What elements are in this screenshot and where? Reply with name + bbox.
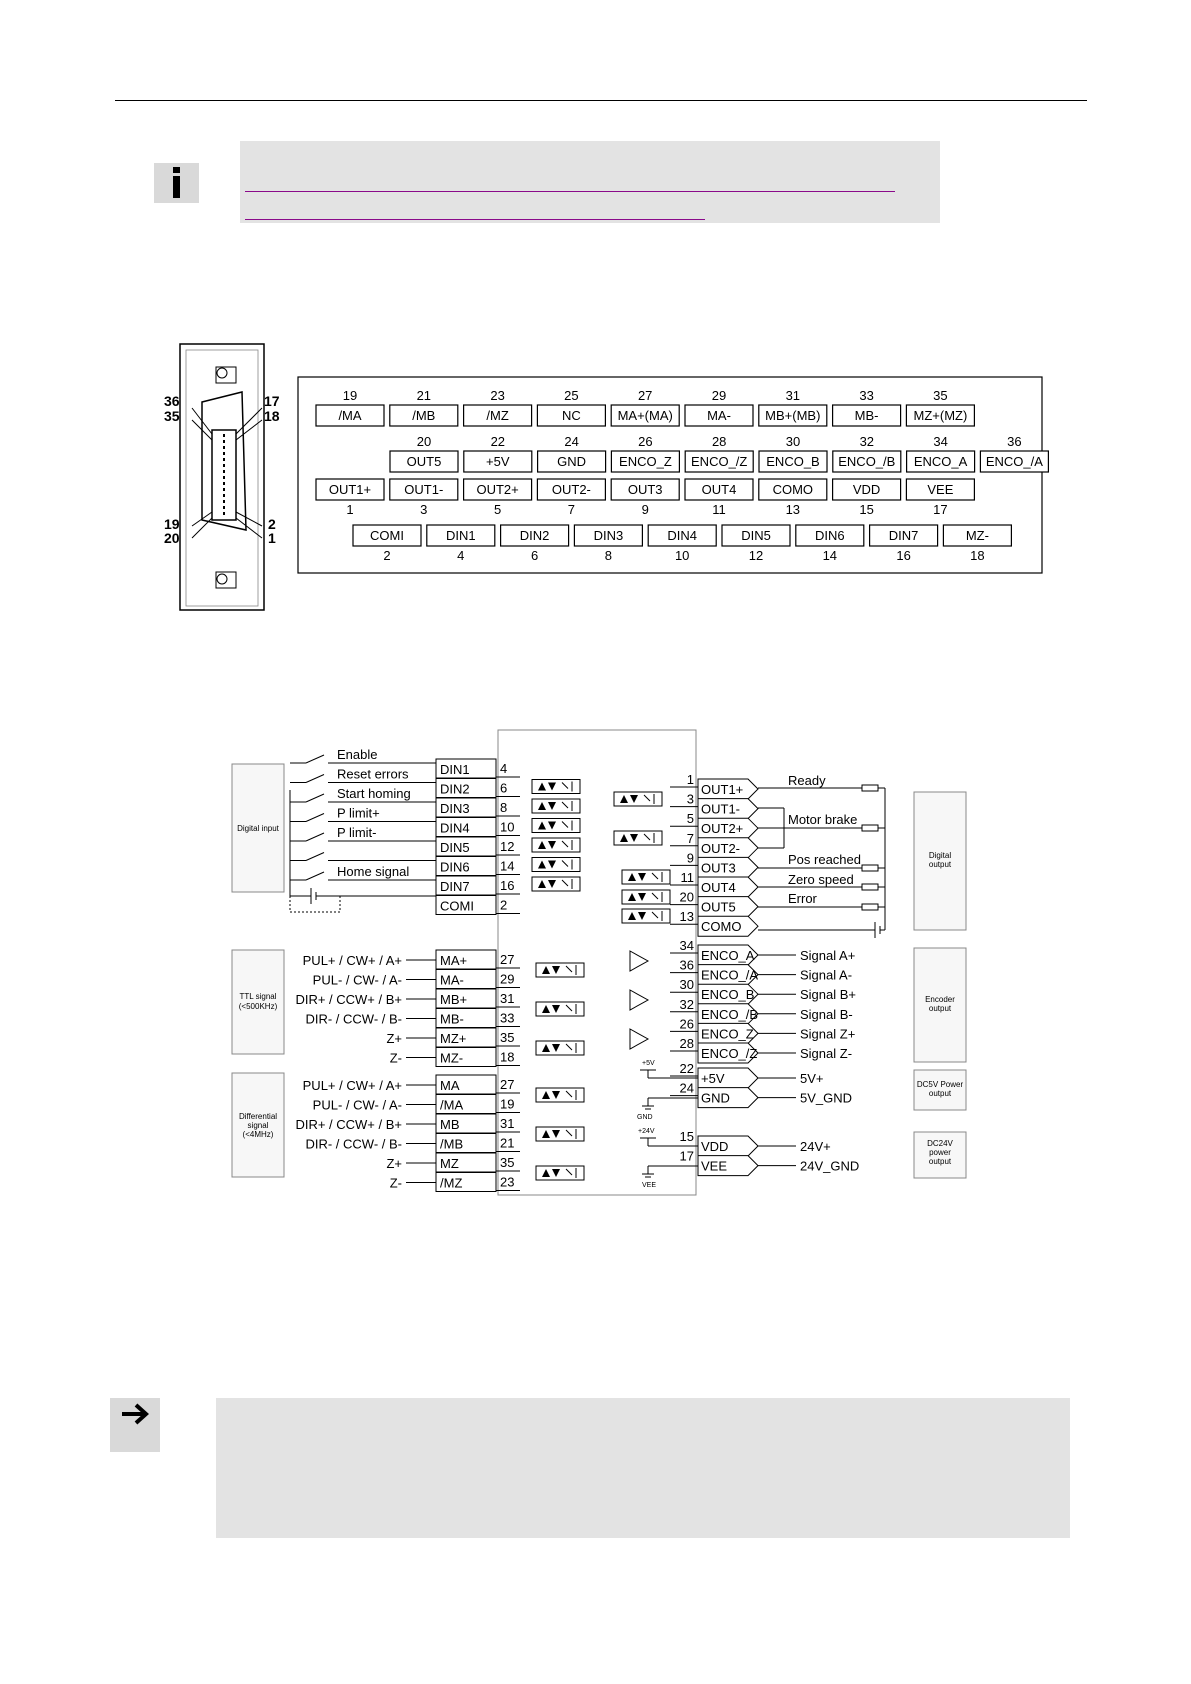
input-signal-label: PUL- / CW- / A- xyxy=(312,1097,402,1113)
terminal-pin: 23 xyxy=(500,1174,515,1190)
terminal-pin: 2 xyxy=(500,897,508,913)
output-signal-label: Signal B+ xyxy=(800,987,857,1003)
input-signal-label: PUL+ / CW+ / A+ xyxy=(302,953,402,968)
terminal-label: DIN5 xyxy=(440,840,470,855)
terminal-pin: 3 xyxy=(686,791,694,807)
group-label: Differential xyxy=(238,1112,278,1121)
terminal-label: OUT4 xyxy=(701,880,736,895)
terminal-label: ENCO_/B xyxy=(701,1006,759,1022)
pin-label: DIN1 xyxy=(445,528,476,543)
terminal-label: +5V xyxy=(701,1071,725,1086)
pin-number: 4 xyxy=(457,548,465,563)
connector-side-num: 18 xyxy=(264,408,280,424)
pin-number: 14 xyxy=(822,548,838,563)
pin-label: +5V xyxy=(486,454,510,469)
terminal-pin: 36 xyxy=(679,957,694,973)
optocoupler xyxy=(622,890,670,904)
group-label: TTL signal xyxy=(239,992,277,1001)
pin-label: GND xyxy=(557,454,587,469)
terminal-pin: 1 xyxy=(686,772,694,787)
terminal-pin: 10 xyxy=(500,819,515,835)
output-signal-label: Error xyxy=(788,891,817,906)
pin-label: VEE xyxy=(927,482,954,497)
input-signal-label: Start homing xyxy=(337,786,411,801)
output-signal-label: Signal A- xyxy=(800,967,853,983)
terminal-pin: 6 xyxy=(500,780,508,796)
connector-side-num: 35 xyxy=(164,408,180,424)
pin-number: 22 xyxy=(490,434,506,449)
terminal-pin: 21 xyxy=(500,1135,515,1151)
optocoupler xyxy=(536,1041,584,1055)
pin-label: COMI xyxy=(370,528,404,543)
group-label: (<4MHz) xyxy=(242,1130,274,1139)
terminal-label: OUT2- xyxy=(701,840,740,856)
terminal-pin: 17 xyxy=(679,1148,694,1164)
group-label: output xyxy=(928,1157,952,1166)
optocoupler xyxy=(536,1088,584,1102)
terminal-pin: 24 xyxy=(679,1080,694,1096)
pin-label: ENCO_/A xyxy=(985,454,1043,469)
pin-number: 20 xyxy=(416,434,432,449)
terminal-pin: 27 xyxy=(500,952,515,967)
output-signal-label: 5V_GND xyxy=(800,1090,853,1106)
terminal-pin: 11 xyxy=(680,870,694,885)
pin-number: 26 xyxy=(638,434,653,449)
optocoupler xyxy=(532,819,580,833)
input-signal-label: Z- xyxy=(389,1175,402,1191)
terminal-label: MA- xyxy=(440,972,464,988)
input-signal-label: Home signal xyxy=(337,864,410,879)
pin-number: 3 xyxy=(420,502,428,517)
terminal-pin: 35 xyxy=(500,1030,515,1045)
terminal-label: OUT1+ xyxy=(701,782,744,797)
pin-number: 29 xyxy=(711,388,727,403)
pin-number: 28 xyxy=(711,434,727,449)
pin-label: MZ+(MZ) xyxy=(913,408,968,423)
terminal-label: VDD xyxy=(701,1139,729,1154)
pin-label: OUT4 xyxy=(701,482,737,497)
group-label: power xyxy=(929,1148,951,1157)
pin-number: 34 xyxy=(933,434,948,449)
pin-number: 21 xyxy=(416,388,432,403)
terminal-pin: 29 xyxy=(500,971,515,987)
output-signal-label: 5V+ xyxy=(800,1071,824,1086)
optocoupler xyxy=(536,1127,584,1141)
small-label: GND xyxy=(637,1114,653,1121)
pin-label: DIN2 xyxy=(519,528,550,543)
pin-number: 17 xyxy=(933,502,948,517)
optocoupler xyxy=(614,792,662,806)
input-signal-label: Enable xyxy=(337,747,378,762)
group-label: output xyxy=(928,1004,952,1013)
output-signal-label: Signal Z+ xyxy=(800,1026,856,1042)
terminal-label: OUT3 xyxy=(701,860,736,876)
group-label: output xyxy=(928,1089,952,1098)
optocoupler xyxy=(536,963,584,977)
pin-number: 30 xyxy=(785,434,801,449)
pin-number: 23 xyxy=(490,388,505,403)
terminal-label: DIN2 xyxy=(440,781,470,797)
terminal-label: ENCO_Z xyxy=(701,1026,754,1042)
input-signal-label: P limit+ xyxy=(337,805,380,821)
terminal-pin: 28 xyxy=(679,1036,694,1051)
pin-label: ENCO_/B xyxy=(838,454,896,469)
pin-label: NC xyxy=(562,408,581,423)
input-signal-label: PUL+ / CW+ / A+ xyxy=(302,1078,402,1093)
optocoupler xyxy=(622,870,670,884)
pin-number: 13 xyxy=(785,502,801,517)
small-label: VEE xyxy=(642,1182,657,1189)
output-signal-label: 24V_GND xyxy=(800,1158,860,1174)
input-signal-label: Z- xyxy=(389,1050,402,1066)
connector-side-num: 19 xyxy=(164,516,180,532)
pin-number: 5 xyxy=(493,502,502,517)
input-signal-label: DIR+ / CCW+ / B+ xyxy=(295,992,402,1007)
pin-number: 32 xyxy=(859,434,875,449)
group-label: Encoder xyxy=(925,995,955,1004)
terminal-pin: 33 xyxy=(500,1010,515,1026)
pin-label: MZ- xyxy=(965,528,989,543)
optocoupler xyxy=(622,909,670,923)
pin-label: DIN4 xyxy=(667,528,698,543)
pin-number: 33 xyxy=(859,388,874,403)
terminal-label: MZ- xyxy=(440,1050,464,1066)
connector-side-num: 17 xyxy=(264,393,280,409)
terminal-label: DIN3 xyxy=(440,801,470,816)
terminal-label: DIN7 xyxy=(440,879,470,894)
terminal-label: OUT5 xyxy=(701,899,736,915)
pin-number: 36 xyxy=(1007,434,1022,449)
pin-label: OUT5 xyxy=(406,454,442,469)
small-label: +24V xyxy=(638,1128,655,1135)
input-signal-label: Z+ xyxy=(386,1031,402,1046)
output-signal-label: Zero speed xyxy=(788,872,854,887)
terminal-label: /MZ xyxy=(440,1175,463,1191)
terminal-label: MA+ xyxy=(440,953,468,968)
terminal-pin: 31 xyxy=(500,991,515,1006)
pin-number: 8 xyxy=(604,548,613,563)
terminal-pin: 5 xyxy=(686,811,694,827)
connector-side-num: 2 xyxy=(268,516,276,532)
input-signal-label: DIR- / CCW- / B- xyxy=(305,1011,402,1027)
terminal-pin: 18 xyxy=(500,1049,515,1065)
input-signal-label: PUL- / CW- / A- xyxy=(312,972,402,988)
arrow-icon xyxy=(110,1398,160,1452)
pin-label: DIN6 xyxy=(814,528,845,543)
pin-label: MB+(MB) xyxy=(765,408,821,423)
terminal-label: GND xyxy=(701,1090,730,1106)
terminal-pin: 27 xyxy=(500,1077,515,1092)
terminal-label: DIN4 xyxy=(440,820,470,836)
optocoupler xyxy=(532,877,580,891)
terminal-pin: 30 xyxy=(679,977,694,993)
group-label: Digital input xyxy=(237,824,279,833)
pin-number: 31 xyxy=(785,388,801,403)
pin-label: ENCO_A xyxy=(913,454,968,469)
pin-number: 2 xyxy=(383,548,391,563)
terminal-pin: 7 xyxy=(686,830,694,846)
terminal-label: COMO xyxy=(701,919,742,935)
optocoupler xyxy=(536,1002,584,1016)
pin-number: 12 xyxy=(748,548,764,563)
terminal-pin: 9 xyxy=(686,850,694,866)
group-label: signal xyxy=(247,1121,269,1130)
pin-number: 10 xyxy=(674,548,690,563)
input-signal-label: P limit- xyxy=(337,825,377,840)
pin-label: OUT2+ xyxy=(476,482,519,497)
optocoupler xyxy=(532,780,580,794)
terminal-label: /MB xyxy=(440,1136,464,1152)
terminal-pin: 31 xyxy=(500,1116,515,1131)
pin-label: DIN5 xyxy=(741,528,771,543)
output-signal-label: Signal Z- xyxy=(800,1046,853,1061)
optocoupler xyxy=(532,858,580,872)
pin-number: 15 xyxy=(859,502,874,517)
terminal-label: MB xyxy=(440,1117,460,1132)
connector-side-num: 1 xyxy=(268,530,276,546)
output-signal-label: Ready xyxy=(788,773,826,788)
pin-number: 27 xyxy=(637,388,653,403)
terminal-pin: 15 xyxy=(679,1129,694,1144)
pin-label: MB- xyxy=(854,408,879,423)
pin-number: 6 xyxy=(530,548,539,563)
group-label: Digital xyxy=(928,851,952,860)
optocoupler xyxy=(532,799,580,813)
input-signal-label: DIR- / CCW- / B- xyxy=(305,1136,402,1152)
terminal-pin: 22 xyxy=(679,1061,694,1076)
terminal-pin: 34 xyxy=(679,938,694,953)
drive-board xyxy=(498,730,696,1195)
output-signal-label: Motor brake xyxy=(788,812,858,827)
terminal-label: OUT2+ xyxy=(701,821,744,837)
terminal-pin: 16 xyxy=(500,878,515,893)
pin-number: 1 xyxy=(346,502,354,517)
terminal-label: /MA xyxy=(440,1097,464,1113)
terminal-label: MA xyxy=(440,1078,460,1093)
terminal-label: ENCO_/Z xyxy=(701,1046,758,1061)
pin-label: /MZ xyxy=(486,408,509,423)
output-signal-label: Signal B- xyxy=(800,1006,853,1022)
pin-label: DIN7 xyxy=(888,528,919,543)
terminal-pin: 14 xyxy=(500,858,515,874)
pin-label: VDD xyxy=(852,482,881,497)
pin-number: 9 xyxy=(641,502,649,517)
group-label: DC5V Power xyxy=(916,1080,964,1089)
connector-side-num: 20 xyxy=(164,530,180,546)
pin-label: ENCO_Z xyxy=(619,454,672,469)
terminal-label: MB+ xyxy=(440,992,468,1007)
connector-side-num: 36 xyxy=(164,393,180,409)
pin-number: 24 xyxy=(564,434,579,449)
output-signal-label: Signal A+ xyxy=(800,948,856,963)
terminal-label: DIN6 xyxy=(440,859,470,875)
terminal-pin: 19 xyxy=(500,1096,515,1112)
terminal-pin: 35 xyxy=(500,1155,515,1170)
output-signal-label: 24V+ xyxy=(800,1139,831,1154)
terminal-label: ENCO_/A xyxy=(701,967,759,983)
optocoupler xyxy=(614,831,662,845)
terminal-pin: 8 xyxy=(500,800,508,815)
pin-number: 25 xyxy=(564,388,579,403)
terminal-label: MZ+ xyxy=(440,1031,467,1046)
pin-label: ENCO_/Z xyxy=(691,454,748,469)
optocoupler xyxy=(532,838,580,852)
note-box xyxy=(216,1398,1070,1538)
pin-number: 16 xyxy=(896,548,911,563)
pin-label: OUT1- xyxy=(404,482,444,497)
pin-number: 7 xyxy=(567,502,576,517)
terminal-pin: 26 xyxy=(679,1016,694,1032)
optocoupler xyxy=(536,1166,584,1180)
pin-number: 18 xyxy=(970,548,985,563)
terminal-pin: 12 xyxy=(500,839,515,854)
terminal-pin: 13 xyxy=(679,909,694,925)
input-signal-label: Reset errors xyxy=(337,766,409,782)
terminal-label: ENCO_B xyxy=(701,987,755,1003)
terminal-label: VEE xyxy=(701,1158,728,1174)
output-signal-label: Pos reached xyxy=(788,852,861,867)
terminal-label: COMI xyxy=(440,898,474,914)
terminal-label: DIN1 xyxy=(440,762,470,777)
pin-label: DIN3 xyxy=(593,528,624,543)
pin-label: MA+(MA) xyxy=(617,408,673,423)
terminal-pin: 4 xyxy=(500,761,508,776)
pin-label: OUT2- xyxy=(551,482,591,497)
pin-number: 11 xyxy=(712,502,726,517)
terminal-label: MZ xyxy=(440,1156,459,1171)
terminal-pin: 32 xyxy=(679,996,694,1012)
terminal-label: MB- xyxy=(440,1011,464,1027)
group-label: DC24V xyxy=(927,1139,953,1148)
group-label: output xyxy=(928,860,952,869)
input-signal-label: DIR+ / CCW+ / B+ xyxy=(295,1117,402,1132)
terminal-pin: 20 xyxy=(679,889,694,905)
pin-label: COMO xyxy=(772,482,814,497)
terminal-label: OUT1- xyxy=(701,801,740,817)
pin-label: ENCO_B xyxy=(766,454,820,469)
terminal-label: ENCO_A xyxy=(701,948,755,963)
pin-number: 35 xyxy=(933,388,948,403)
pin-label: /MB xyxy=(412,408,436,423)
pin-label: MA- xyxy=(707,408,731,423)
group-label: (<500KHz) xyxy=(238,1002,278,1011)
input-signal-label: Z+ xyxy=(386,1156,402,1171)
small-label: +5V xyxy=(642,1060,655,1067)
pin-label: OUT3 xyxy=(627,482,663,497)
pin-label: OUT1+ xyxy=(328,482,372,497)
pin-number: 19 xyxy=(342,388,358,403)
pin-label: /MA xyxy=(338,408,362,423)
